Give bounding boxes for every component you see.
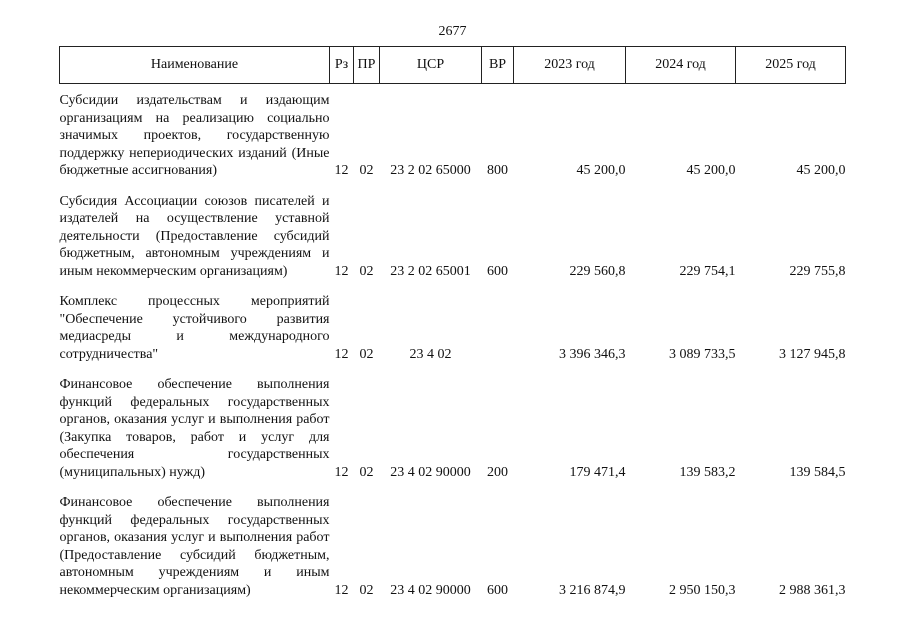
header-csr: ЦСР (380, 47, 482, 84)
row-2023: 3 396 346,3 (559, 346, 626, 362)
row-csr: 23 4 02 90000 (390, 464, 471, 480)
row-2024: 45 200,0 (686, 163, 736, 178)
row-pr: 02 (359, 464, 374, 480)
row-2024: 229 754,1 (679, 263, 736, 279)
row-2025: 2 988 361,3 (779, 582, 846, 598)
row-2025: 3 127 945,8 (779, 346, 846, 362)
row-csr: 23 4 02 90000 (390, 582, 471, 598)
row-2025: 229 755,8 (789, 263, 846, 279)
header-name: Наименование (60, 47, 330, 84)
row-2023: 3 216 874,9 (559, 582, 626, 598)
row-rz: 12 (334, 263, 349, 279)
budget-table (59, 46, 846, 604)
header-vr: ВР (482, 47, 514, 84)
table-row (60, 185, 846, 286)
row-2024: 2 950 150,3 (669, 582, 736, 598)
row-rz: 12 (334, 346, 349, 362)
header-2023: 2023 год (514, 47, 626, 84)
row-vr: 600 (487, 582, 508, 598)
header-rz: Рз (330, 47, 354, 84)
row-pr: 02 (359, 163, 374, 178)
row-vr: 800 (487, 163, 508, 178)
row-name: Финансовое обеспечение выполнения функций федеральных государственных органов, оказания услуг и выполнения работ (Предоставление субсидий бюджетным, автономным учреждениям и иным некоммерческим организациям) (59, 495, 330, 598)
table-header-row (60, 47, 846, 84)
row-vr: 200 (487, 464, 508, 480)
header-2024: 2024 год (626, 47, 736, 84)
row-csr: 23 2 02 65001 (390, 263, 471, 279)
row-name: Финансовое обеспечение выполнения функций федеральных государственных органов, оказания услуг и выполнения работ (Закупка товаров, работ и услуг для обеспечения государственных (муниципальных) нужд) (59, 377, 330, 480)
table-row (60, 84, 846, 185)
row-2024: 3 089 733,5 (669, 346, 736, 362)
row-2025: 139 584,5 (789, 464, 846, 480)
table-row (60, 285, 846, 368)
row-rz: 12 (334, 464, 349, 480)
page-number: 2677 (438, 24, 467, 39)
row-2023: 229 560,8 (569, 263, 626, 279)
row-csr: 23 4 02 (409, 346, 452, 362)
header-pr: ПР (354, 47, 380, 84)
row-vr: 600 (487, 263, 508, 279)
row-pr: 02 (359, 346, 374, 362)
row-2024: 139 583,2 (679, 464, 736, 480)
row-pr: 02 (359, 582, 374, 598)
row-vr (482, 285, 514, 368)
row-name: Субсидия Ассоциации союзов писателей и издателей на осуществление уставной деятельности (Предоставление субсидий бюджетным, автономным учреждениям и иным некоммерческим организациям) (59, 193, 330, 279)
table-row (60, 368, 846, 486)
table-row (60, 486, 846, 604)
row-csr: 23 2 02 65000 (390, 163, 471, 178)
header-2025: 2025 год (736, 47, 846, 84)
row-2023: 179 471,4 (569, 464, 626, 480)
row-2025: 45 200,0 (796, 163, 846, 178)
row-2023: 45 200,0 (576, 163, 626, 178)
row-name: Комплекс процессных мероприятий "Обеспечение устойчивого развития медиасреды и международного сотрудничества" (59, 294, 330, 362)
row-rz: 12 (334, 582, 349, 598)
row-name: Субсидии издательствам и издающим организациям на реализацию социально значимых проектов, государственную поддержку непериодических изданий (Иные бюджетные ассигнования) (59, 93, 330, 178)
row-rz: 12 (334, 163, 349, 178)
row-pr: 02 (359, 263, 374, 279)
